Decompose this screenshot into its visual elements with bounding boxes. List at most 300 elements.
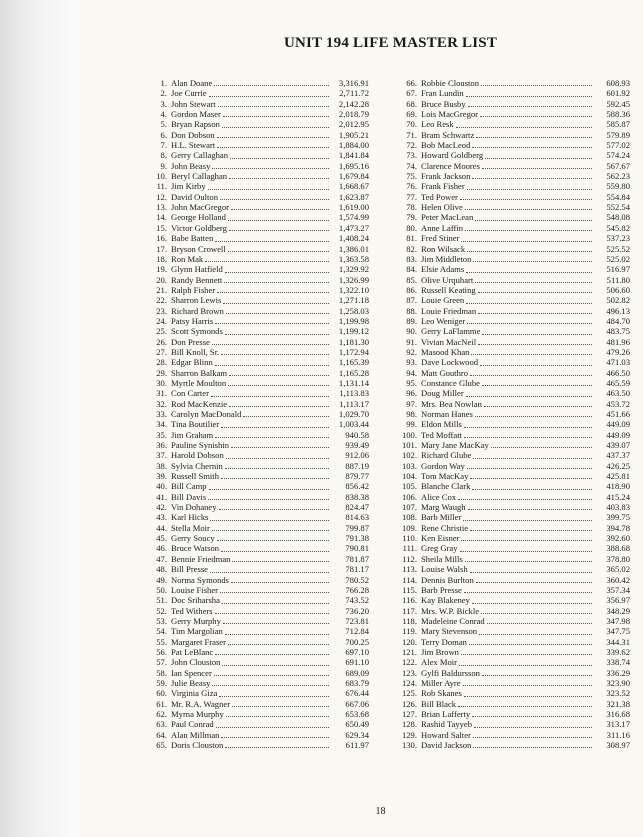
dot-leader (476, 582, 592, 583)
list-item (149, 595, 369, 605)
dot-leader (487, 623, 592, 624)
dot-leader (221, 478, 329, 479)
dot-leader (221, 354, 329, 355)
list-item (394, 595, 630, 605)
rank-number: 119. (402, 626, 417, 637)
player-name: Myrna Murphy (171, 708, 224, 719)
rank-number: 117. (402, 605, 417, 616)
rank-number: 88. (406, 305, 417, 316)
rank-number: 2. (160, 88, 167, 99)
dot-leader (223, 623, 329, 624)
masterpoints-value: 426.25 (606, 460, 630, 471)
list-item (394, 357, 630, 367)
list-item (149, 99, 369, 109)
dot-leader (475, 416, 592, 417)
rank-number: 38. (156, 460, 167, 471)
rank-number: 55. (156, 636, 167, 647)
rank-number: 61. (156, 698, 167, 709)
masterpoints-value: 506.60 (606, 284, 630, 295)
player-name: Leo Weniger (421, 315, 466, 326)
dot-leader (225, 272, 329, 273)
player-name: Russell Smith (171, 471, 219, 482)
list-item (149, 181, 369, 191)
dot-leader (460, 551, 592, 552)
rank-number: 41. (156, 491, 167, 502)
list-item (394, 492, 630, 502)
dot-leader (225, 468, 329, 469)
player-name: Mrs. Bea Nowlan (421, 398, 482, 409)
masterpoints-value: 1,258.03 (338, 305, 369, 316)
player-name: Dennis Burlton (421, 574, 474, 585)
player-name: Vivian MacNeil (421, 336, 477, 347)
player-name: Gerry Callaghan (171, 150, 229, 161)
masterpoints-value: 588.36 (606, 109, 630, 120)
dot-leader (466, 272, 592, 273)
rank-number: 22. (156, 295, 167, 306)
masterpoints-value: 2,142.28 (338, 98, 369, 109)
rank-number: 3. (160, 98, 167, 109)
list-item (149, 306, 369, 316)
dot-leader (232, 561, 329, 562)
dot-leader (217, 540, 329, 541)
rank-number: 100. (401, 429, 417, 440)
masterpoints-value: 338.74 (606, 657, 630, 668)
list-item (149, 543, 369, 553)
masterpoints-value: 516.97 (606, 264, 630, 275)
rank-number: 122. (401, 657, 417, 668)
player-name: Leo Resk (421, 119, 454, 130)
dot-leader (228, 251, 329, 252)
rank-number: 111. (402, 543, 417, 554)
dot-leader (212, 344, 329, 345)
dot-leader (472, 716, 592, 717)
list-item (149, 368, 369, 378)
dot-leader (221, 427, 329, 428)
list-item (149, 130, 369, 140)
dot-leader (215, 365, 329, 366)
rank-number: 89. (406, 315, 417, 326)
player-name: Richard Brown (171, 305, 224, 316)
rank-number: 30. (156, 377, 167, 388)
rank-number: 23. (156, 305, 167, 316)
rank-number: 68. (406, 98, 417, 109)
masterpoints-value: 1,322.10 (338, 284, 369, 295)
masterpoints-value: 887.19 (345, 460, 369, 471)
dot-leader (479, 634, 592, 635)
masterpoints-value: 453.72 (606, 398, 630, 409)
player-name: David Jackson (421, 740, 472, 750)
masterpoints-value: 766.28 (345, 584, 369, 595)
rank-number: 20. (156, 274, 167, 285)
player-name: Victor Goldberg (171, 222, 227, 233)
masterpoints-value: 484.70 (606, 315, 630, 326)
dot-leader (461, 654, 592, 655)
rank-number: 53. (156, 615, 167, 626)
rank-number: 18. (156, 253, 167, 264)
list-item (149, 357, 369, 367)
dot-leader (466, 396, 592, 397)
masterpoints-value: 356.97 (606, 595, 630, 606)
list-item (394, 575, 630, 585)
list-item (394, 130, 630, 140)
masterpoints-value: 1,029.70 (338, 409, 369, 419)
list-item (394, 533, 630, 543)
masterpoints-value: 559.80 (606, 181, 630, 192)
list-item (394, 616, 630, 626)
rank-number: 91. (406, 336, 417, 347)
list-item (394, 699, 630, 709)
player-name: Beryl Callaghan (171, 171, 228, 182)
player-name: Jim Middleton (421, 253, 472, 264)
masterpoints-value: 378.80 (606, 553, 630, 564)
masterpoints-value: 481.96 (606, 336, 630, 347)
list-item (149, 502, 369, 512)
list-item (394, 388, 630, 398)
rank-number: 80. (406, 222, 417, 233)
book-binding-shadow (0, 0, 78, 837)
dot-leader (470, 478, 592, 479)
masterpoints-value: 940.58 (345, 429, 369, 440)
list-item (149, 295, 369, 305)
dot-leader (484, 406, 592, 407)
list-item (394, 502, 630, 512)
list-item (394, 481, 630, 491)
list-item (394, 730, 630, 740)
player-name: John Beasy (171, 160, 211, 171)
rank-number: 48. (156, 564, 167, 575)
masterpoints-value: 1,165.39 (338, 357, 369, 368)
rank-number: 13. (156, 202, 167, 213)
player-name: Russell Keating (421, 284, 476, 295)
player-name: Margaret Fraser (171, 636, 226, 647)
masterpoints-value: 697.10 (345, 646, 369, 657)
list-item (149, 140, 369, 150)
rank-number: 75. (406, 171, 417, 182)
list-item (149, 223, 369, 233)
rank-number: 28. (156, 357, 167, 368)
list-item (394, 419, 630, 429)
dot-leader (217, 147, 329, 148)
player-name: John Stewart (171, 98, 216, 109)
dot-leader (464, 427, 592, 428)
masterpoints-value: 1,113.83 (339, 388, 369, 399)
dot-leader (470, 530, 592, 531)
list-item (394, 181, 630, 191)
dot-leader (219, 509, 329, 510)
player-name: Sharron Balkam (171, 367, 228, 378)
dot-leader (220, 199, 329, 200)
masterpoints-value: 347.98 (606, 615, 630, 626)
list-item (394, 688, 630, 698)
dot-leader (478, 313, 592, 314)
player-name: Gordon Maser (171, 109, 221, 120)
list-item (394, 254, 630, 264)
list-item (394, 326, 630, 336)
rank-number: 109. (401, 522, 417, 533)
list-item (149, 647, 369, 657)
dot-leader (472, 603, 592, 604)
masterpoints-value: 344.31 (606, 636, 630, 647)
masterpoints-value: 465.59 (606, 377, 630, 388)
list-item (149, 275, 369, 285)
masterpoints-value: 357.34 (606, 584, 630, 595)
rank-number: 5. (160, 119, 167, 130)
rank-number: 94. (406, 367, 417, 378)
rank-number: 130. (401, 740, 417, 750)
player-name: Carolyn MacDonald (171, 409, 242, 419)
masterpoints-value: 323.90 (606, 677, 630, 688)
list-item (149, 399, 369, 409)
player-name: George Holland (171, 212, 226, 223)
player-name: Helen Olive (421, 202, 463, 213)
list-item (149, 606, 369, 616)
list-item (394, 337, 630, 347)
player-name: Frank Jackson (421, 171, 471, 182)
dot-leader (229, 375, 329, 376)
dot-leader (221, 551, 329, 552)
list-item (394, 99, 630, 109)
player-name: Jim Kirby (171, 181, 206, 192)
dot-leader (217, 292, 329, 293)
masterpoints-value: 449.09 (606, 429, 630, 440)
rank-number: 27. (156, 346, 167, 357)
rank-number: 114. (402, 574, 417, 585)
rank-number: 69. (406, 109, 417, 120)
dot-leader (482, 334, 592, 335)
dot-leader (209, 489, 329, 490)
player-name: Scott Symonds (171, 326, 223, 337)
masterpoints-value: 365.02 (606, 564, 630, 575)
list-item (149, 244, 369, 254)
list-item (394, 78, 630, 88)
player-name: Howard Salter (421, 729, 471, 740)
list-item (394, 223, 630, 233)
player-name: Bryson Crowell (171, 243, 226, 254)
list-item (394, 709, 630, 719)
masterpoints-value: 1,841.84 (338, 150, 369, 161)
rank-number: 62. (156, 708, 167, 719)
rank-number: 113. (402, 564, 417, 575)
list-item (149, 88, 369, 98)
rank-number: 82. (406, 243, 417, 254)
player-name: Gerry Soucy (171, 533, 215, 544)
rank-number: 9. (160, 160, 167, 171)
player-name: Norman Hanes (421, 409, 473, 419)
player-name: Kay Blakeney (421, 595, 470, 606)
list-item (394, 512, 630, 522)
list-item (149, 119, 369, 129)
dot-leader (229, 406, 329, 407)
rank-number: 46. (156, 543, 167, 554)
dot-leader (458, 499, 592, 500)
player-name: H.L. Stewart (171, 140, 216, 151)
rank-number: 51. (156, 595, 167, 606)
player-name: Joe Currie (171, 88, 207, 99)
player-name: Tina Boutilier (171, 419, 220, 430)
list-item (149, 337, 369, 347)
masterpoints-value: 1,113.17 (339, 398, 369, 409)
rank-number: 81. (406, 233, 417, 244)
player-name: David Oulton (171, 191, 219, 202)
dot-leader (481, 613, 592, 614)
player-name: Don Dobson (171, 129, 215, 140)
list-item (149, 616, 369, 626)
rank-number: 128. (401, 719, 417, 730)
dot-leader (228, 385, 329, 386)
player-name: Vin Dohaney (171, 502, 217, 513)
player-name: Alice Cox (421, 491, 457, 502)
rank-number: 50. (156, 584, 167, 595)
dot-leader (476, 137, 592, 138)
dot-leader (464, 592, 592, 593)
list-item (149, 388, 369, 398)
player-name: Doris Clouston (171, 740, 224, 750)
list-item (394, 119, 630, 129)
dot-leader (212, 530, 329, 531)
rank-number: 124. (401, 677, 417, 688)
player-name: Gerry Murphy (171, 615, 221, 626)
dot-leader (211, 396, 329, 397)
player-name: Bryan Rapson (171, 119, 220, 130)
rank-number: 118. (402, 615, 417, 626)
dot-leader (205, 261, 329, 262)
list-item (149, 264, 369, 274)
rank-number: 44. (156, 522, 167, 533)
masterpoints-value: 562.23 (606, 171, 630, 182)
player-name: Louise Walsh (421, 564, 468, 575)
dot-leader (215, 437, 329, 438)
player-name: Frank Fisher (421, 181, 465, 192)
player-name: Barb Miller (421, 512, 462, 523)
rank-number: 47. (156, 553, 167, 564)
masterpoints-value: 601.92 (606, 88, 630, 99)
masterpoints-value: 781.17 (345, 564, 369, 575)
rank-number: 1. (160, 78, 167, 88)
list-item (149, 254, 369, 264)
masterpoints-value: 511.80 (606, 274, 630, 285)
player-name: Dave Lockwood (421, 357, 479, 368)
dot-leader (228, 220, 329, 221)
dot-leader (480, 365, 592, 366)
dot-leader (473, 261, 592, 262)
rank-number: 40. (156, 481, 167, 492)
list-item (394, 378, 630, 388)
masterpoints-value: 1,199.98 (338, 315, 369, 326)
rank-number: 42. (156, 502, 167, 513)
dot-leader (469, 644, 592, 645)
masterpoints-value: 347.75 (606, 626, 630, 637)
list-item (394, 244, 630, 254)
masterpoints-value: 653.68 (345, 708, 369, 719)
masterpoints-value: 912.06 (345, 450, 369, 461)
masterpoints-value: 879.77 (345, 471, 369, 482)
list-item (394, 523, 630, 533)
masterpoints-value: 1,668.67 (338, 181, 369, 192)
page-number: 18 (375, 806, 386, 817)
dot-leader (485, 158, 592, 159)
masterpoints-value: 1,884.00 (338, 140, 369, 151)
masterpoints-value: 552.54 (606, 202, 630, 213)
rank-number: 96. (406, 388, 417, 399)
rank-number: 121. (401, 646, 417, 657)
masterpoints-value: 780.52 (345, 574, 369, 585)
list-item (394, 647, 630, 657)
list-item (149, 461, 369, 471)
dot-leader (215, 654, 329, 655)
dot-leader (226, 716, 329, 717)
masterpoints-value: 608.93 (606, 78, 630, 88)
dot-leader (231, 209, 329, 210)
list-item (394, 161, 630, 171)
list-item (394, 543, 630, 553)
rank-number: 83. (406, 253, 417, 264)
masterpoints-value: 1,131.14 (338, 377, 369, 388)
list-item (149, 212, 369, 222)
dot-leader (222, 127, 329, 128)
rank-number: 24. (156, 315, 167, 326)
player-name: Anne Laffin (421, 222, 464, 233)
dot-leader (460, 199, 592, 200)
list-item (149, 316, 369, 326)
player-name: Clarence Moores (421, 160, 480, 171)
masterpoints-value: 691.10 (345, 657, 369, 668)
list-item (149, 492, 369, 502)
rank-number: 98. (406, 409, 417, 419)
player-name: Glynn Hatfield (171, 264, 223, 275)
dot-leader (212, 168, 329, 169)
rank-number: 123. (401, 667, 417, 678)
player-name: Elsie Adams (421, 264, 465, 275)
dot-leader (208, 499, 329, 500)
player-name: Bruce Busby (421, 98, 466, 109)
dot-leader (456, 127, 592, 128)
masterpoints-value: 683.79 (345, 677, 369, 688)
dot-leader (232, 706, 329, 707)
masterpoints-value: 791.38 (345, 533, 369, 544)
dot-leader (215, 323, 329, 324)
dot-leader (478, 344, 592, 345)
player-name: Sheila Mills (421, 553, 463, 564)
masterpoints-value: 736.20 (345, 605, 369, 616)
player-name: Rashid Tayyeb (421, 719, 473, 730)
masterpoints-value: 856.42 (345, 481, 369, 492)
dot-leader (475, 220, 592, 221)
dot-leader (467, 251, 592, 252)
list-item (394, 275, 630, 285)
dot-leader (466, 303, 592, 304)
list-item (149, 657, 369, 667)
list-item (149, 668, 369, 678)
dot-leader (226, 458, 329, 459)
rank-number: 73. (406, 150, 417, 161)
rank-number: 10. (156, 171, 167, 182)
dot-leader (465, 209, 592, 210)
rank-number: 54. (156, 626, 167, 637)
rank-number: 35. (156, 429, 167, 440)
masterpoints-value: 824.47 (345, 502, 369, 513)
player-name: Ron Mak (171, 253, 204, 264)
player-name: Randy Bennett (171, 274, 223, 285)
masterpoints-value: 548.08 (606, 212, 630, 223)
rank-number: 127. (401, 708, 417, 719)
dot-leader (473, 737, 592, 738)
masterpoints-value: 471.03 (606, 357, 630, 368)
player-name: Bennie Friedman (171, 553, 231, 564)
player-name: Rod MacKenzie (171, 398, 228, 409)
player-name: Tom MacKay (421, 471, 469, 482)
rank-number: 17. (156, 243, 167, 254)
player-name: Tim Margolian (171, 626, 223, 637)
